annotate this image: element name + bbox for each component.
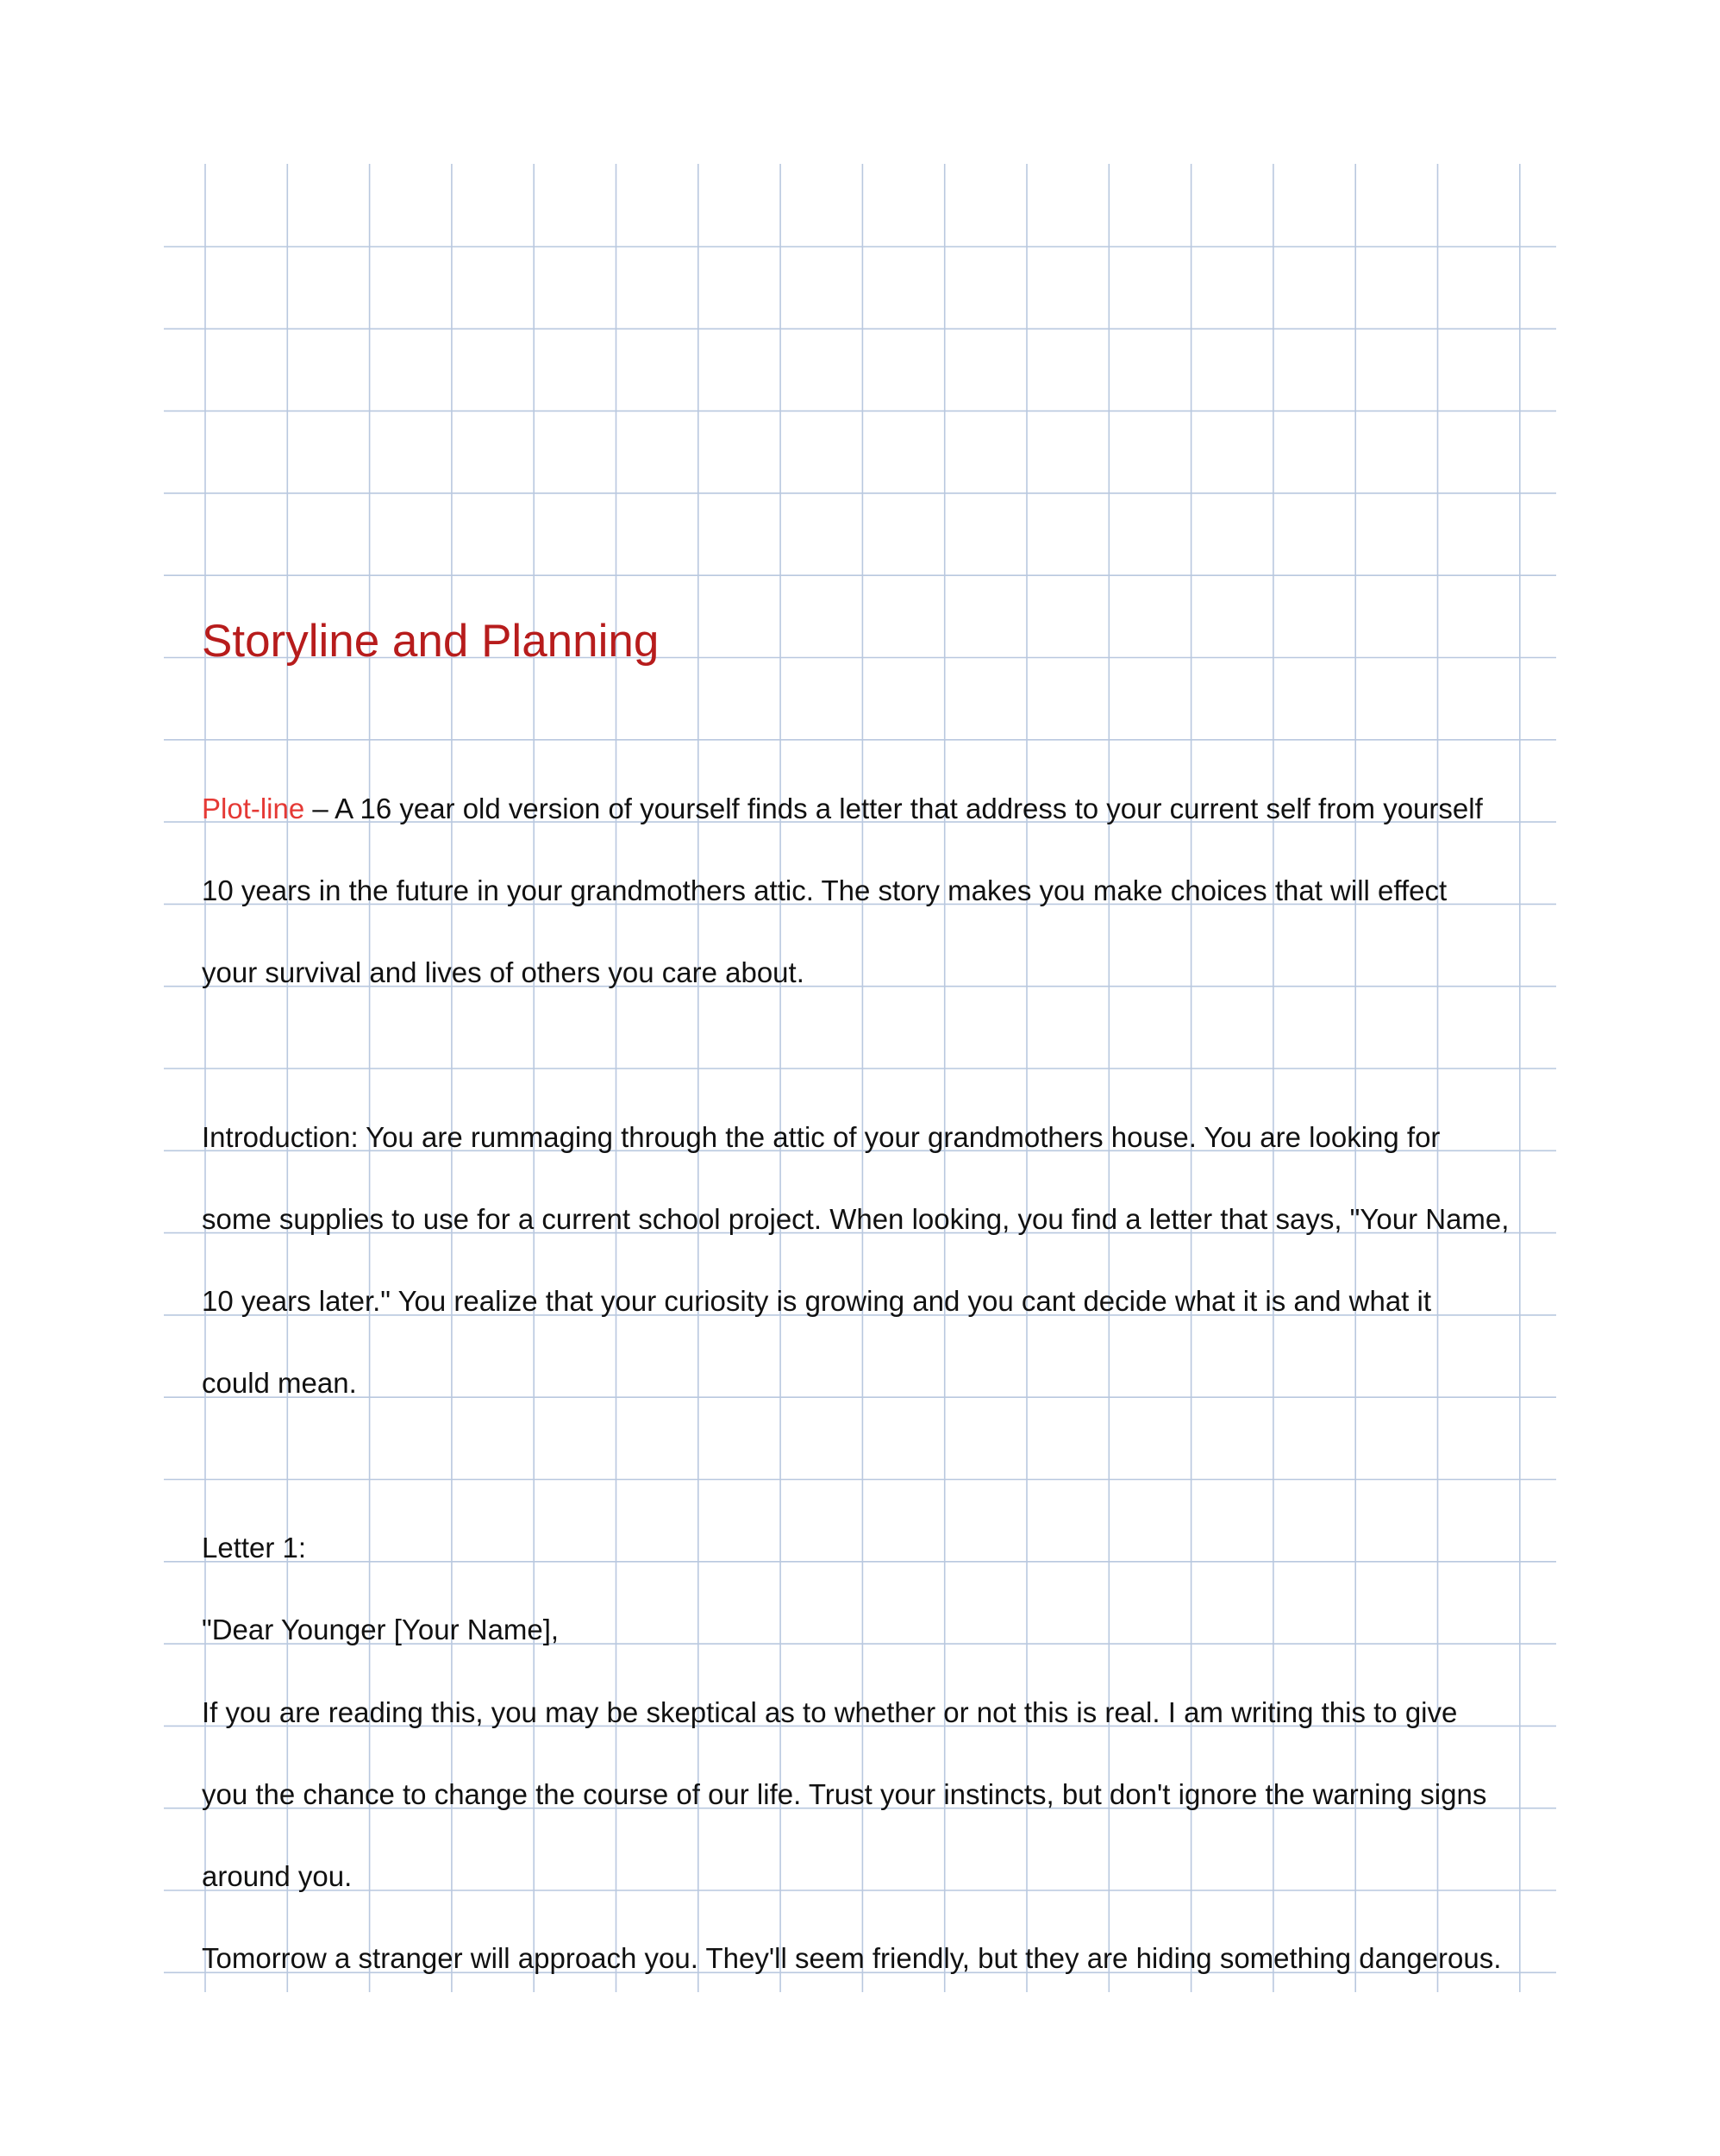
letter-salutation: "Dear Younger [Your Name], <box>202 1614 560 1645</box>
letter-line-4: Tomorrow a stranger will approach you. They'll seem friendly, but they are hiding something dangerous. <box>202 1942 1502 1974</box>
letter-heading: Letter 1: <box>202 1532 307 1564</box>
plotline-line-1 <box>202 792 1483 826</box>
introduction-line-3: 10 years later." You realize that your curiosity is growing and you cant decide what it is and what it <box>202 1285 1432 1317</box>
letter-line-1: If you are reading this, you may be skeptical as to whether or not this is real. I am writing this to give <box>202 1696 1458 1728</box>
letter-line-2: you the chance to change the course of our life. Trust your instincts, but don't ignore the warning signs <box>202 1778 1487 1810</box>
plotline-line-2: 10 years in the future in your grandmothers attic. The story makes you make choices that will effect <box>202 874 1448 906</box>
letter-line-3: around you. <box>202 1860 353 1892</box>
plotline-label: Plot-line <box>202 793 305 824</box>
plotline-text: – A 16 year old version of yourself finds a letter that address to your current self from yourself <box>304 793 1483 824</box>
page-title: Storyline and Planning <box>202 616 660 667</box>
plotline-line-3: your survival and lives of others you care about. <box>202 956 804 988</box>
introduction-line-2: some supplies to use for a current school project. When looking, you find a letter that says, "Your Name, <box>202 1203 1510 1235</box>
introduction-line-4: could mean. <box>202 1367 357 1399</box>
introduction-line-1: Introduction: You are rummaging through the attic of your grandmothers house. You are looking for <box>202 1121 1441 1153</box>
